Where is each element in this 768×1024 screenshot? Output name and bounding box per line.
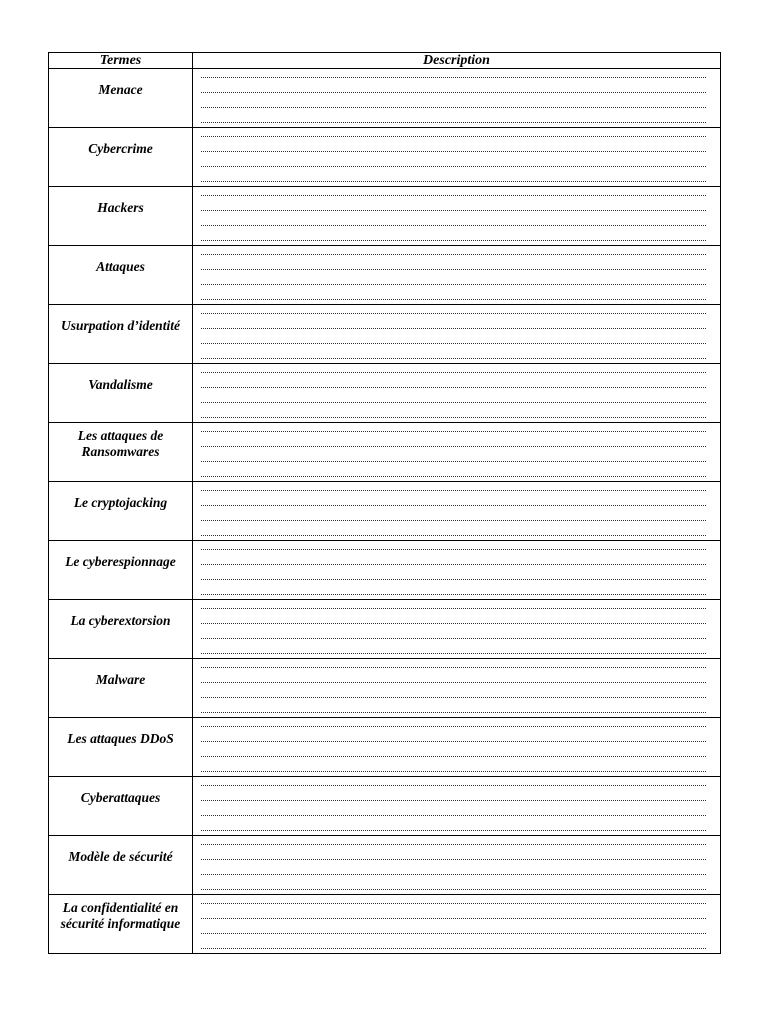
description-cell[interactable]: [193, 895, 721, 954]
dotted-answer-line[interactable]: [201, 697, 706, 698]
terms-table: [48, 52, 721, 954]
dotted-answer-line[interactable]: [201, 299, 706, 300]
description-cell[interactable]: [193, 600, 721, 659]
dotted-answer-line[interactable]: [201, 903, 706, 904]
dotted-answer-line[interactable]: [201, 461, 706, 462]
answer-lines[interactable]: [193, 482, 720, 540]
term-cell: [49, 541, 193, 600]
dotted-answer-line[interactable]: [201, 933, 706, 934]
dotted-answer-line[interactable]: [201, 726, 706, 727]
description-cell[interactable]: [193, 718, 721, 777]
dotted-answer-line[interactable]: [201, 535, 706, 536]
term-label: La cyberextorsion: [70, 613, 171, 628]
table-row: [49, 600, 721, 659]
dotted-answer-line[interactable]: [201, 564, 706, 565]
description-cell[interactable]: [193, 777, 721, 836]
answer-lines[interactable]: [193, 128, 720, 186]
dotted-answer-line[interactable]: [201, 653, 706, 654]
answer-lines[interactable]: [193, 836, 720, 894]
table-row: [49, 305, 721, 364]
description-cell[interactable]: [193, 482, 721, 541]
term-label: Modèle de sécurité: [68, 849, 173, 864]
dotted-answer-line[interactable]: [201, 490, 706, 491]
table-row: [49, 659, 721, 718]
answer-lines[interactable]: [193, 895, 720, 953]
dotted-answer-line[interactable]: [201, 505, 706, 506]
answer-lines[interactable]: [193, 659, 720, 717]
answer-lines[interactable]: [193, 187, 720, 245]
term-label: Le cyberespionnage: [65, 554, 176, 569]
dotted-answer-line[interactable]: [201, 682, 706, 683]
term-label: Vandalisme: [88, 377, 153, 392]
table-row: [49, 423, 721, 482]
header-term: Termes: [49, 53, 193, 69]
term-label: Hackers: [97, 200, 144, 215]
dotted-answer-line[interactable]: [201, 830, 706, 831]
dotted-answer-line[interactable]: [201, 166, 706, 167]
dotted-answer-line[interactable]: [201, 594, 706, 595]
table-row: [49, 895, 721, 954]
term-cell: [49, 364, 193, 423]
table-row: [49, 718, 721, 777]
dotted-answer-line[interactable]: [201, 667, 706, 668]
term-cell: [49, 128, 193, 187]
description-cell[interactable]: [193, 69, 721, 128]
answer-lines[interactable]: [193, 423, 720, 481]
answer-lines[interactable]: [193, 364, 720, 422]
dotted-answer-line[interactable]: [201, 608, 706, 609]
term-cell: [49, 423, 193, 482]
description-cell[interactable]: [193, 541, 721, 600]
description-cell[interactable]: [193, 659, 721, 718]
term-label: Cybercrime: [88, 141, 153, 156]
dotted-answer-line[interactable]: [201, 417, 706, 418]
dotted-answer-line[interactable]: [201, 520, 706, 521]
dotted-answer-line[interactable]: [201, 387, 706, 388]
term-cell: [49, 836, 193, 895]
answer-lines[interactable]: [193, 777, 720, 835]
term-cell: [49, 777, 193, 836]
description-cell[interactable]: [193, 305, 721, 364]
table-row: [49, 69, 721, 128]
dotted-answer-line[interactable]: [201, 136, 706, 137]
dotted-answer-line[interactable]: [201, 122, 706, 123]
table-row: [49, 836, 721, 895]
dotted-answer-line[interactable]: [201, 313, 706, 314]
dotted-answer-line[interactable]: [201, 225, 706, 226]
dotted-answer-line[interactable]: [201, 284, 706, 285]
dotted-answer-line[interactable]: [201, 92, 706, 93]
dotted-answer-line[interactable]: [201, 240, 706, 241]
table-row: [49, 777, 721, 836]
dotted-answer-line[interactable]: [201, 948, 706, 949]
dotted-answer-line[interactable]: [201, 151, 706, 152]
description-cell[interactable]: [193, 246, 721, 305]
term-label: Menace: [98, 82, 143, 97]
dotted-answer-line[interactable]: [201, 815, 706, 816]
description-cell[interactable]: [193, 364, 721, 423]
dotted-answer-line[interactable]: [201, 328, 706, 329]
answer-lines[interactable]: [193, 246, 720, 304]
term-cell: [49, 718, 193, 777]
dotted-answer-line[interactable]: [201, 741, 706, 742]
term-label: Le cryptojacking: [73, 495, 168, 510]
answer-lines[interactable]: [193, 600, 720, 658]
dotted-answer-line[interactable]: [201, 579, 706, 580]
dotted-answer-line[interactable]: [201, 859, 706, 860]
dotted-answer-line[interactable]: [201, 844, 706, 845]
answer-lines[interactable]: [193, 305, 720, 363]
dotted-answer-line[interactable]: [201, 107, 706, 108]
term-cell: [49, 246, 193, 305]
term-cell: [49, 482, 193, 541]
table-row: [49, 541, 721, 600]
term-label: Cyberattaques: [80, 790, 161, 805]
dotted-answer-line[interactable]: [201, 358, 706, 359]
description-cell[interactable]: [193, 187, 721, 246]
dotted-answer-line[interactable]: [201, 372, 706, 373]
term-label: Les attaques DDoS: [67, 731, 174, 746]
term-label: Usurpation d’identité: [61, 318, 180, 333]
table-row: [49, 128, 721, 187]
term-cell: [49, 187, 193, 246]
answer-lines[interactable]: [193, 541, 720, 599]
term-label: Les attaques de Ransomwares: [77, 428, 164, 459]
dotted-answer-line[interactable]: [201, 431, 706, 432]
answer-lines[interactable]: [193, 718, 720, 776]
term-cell: [49, 600, 193, 659]
dotted-answer-line[interactable]: [201, 712, 706, 713]
dotted-answer-line[interactable]: [201, 638, 706, 639]
dotted-answer-line[interactable]: [201, 77, 706, 78]
dotted-answer-line[interactable]: [201, 269, 706, 270]
dotted-answer-line[interactable]: [201, 181, 706, 182]
dotted-answer-line[interactable]: [201, 549, 706, 550]
description-cell[interactable]: [193, 423, 721, 482]
table-row: [49, 364, 721, 423]
table-row: [49, 246, 721, 305]
table-row: [49, 187, 721, 246]
term-label: La confidentialité en sécurité informatique: [60, 900, 181, 931]
term-cell: [49, 895, 193, 954]
dotted-answer-line[interactable]: [201, 756, 706, 757]
description-cell[interactable]: [193, 128, 721, 187]
dotted-answer-line[interactable]: [201, 343, 706, 344]
dotted-answer-line[interactable]: [201, 918, 706, 919]
dotted-answer-line[interactable]: [201, 785, 706, 786]
dotted-answer-line[interactable]: [201, 254, 706, 255]
dotted-answer-line[interactable]: [201, 771, 706, 772]
dotted-answer-line[interactable]: [201, 195, 706, 196]
term-label: Attaques: [96, 259, 145, 274]
term-label: Malware: [95, 672, 146, 687]
dotted-answer-line[interactable]: [201, 446, 706, 447]
term-cell: [49, 69, 193, 128]
header-description: Description: [193, 53, 721, 69]
table-row: [49, 482, 721, 541]
answer-lines[interactable]: [193, 69, 720, 127]
dotted-answer-line[interactable]: [201, 476, 706, 477]
dotted-answer-line[interactable]: [201, 402, 706, 403]
term-cell: [49, 659, 193, 718]
dotted-answer-line[interactable]: [201, 800, 706, 801]
dotted-answer-line[interactable]: [201, 210, 706, 211]
dotted-answer-line[interactable]: [201, 889, 706, 890]
term-cell: [49, 305, 193, 364]
dotted-answer-line[interactable]: [201, 874, 706, 875]
description-cell[interactable]: [193, 836, 721, 895]
dotted-answer-line[interactable]: [201, 623, 706, 624]
header-row: [49, 53, 721, 69]
